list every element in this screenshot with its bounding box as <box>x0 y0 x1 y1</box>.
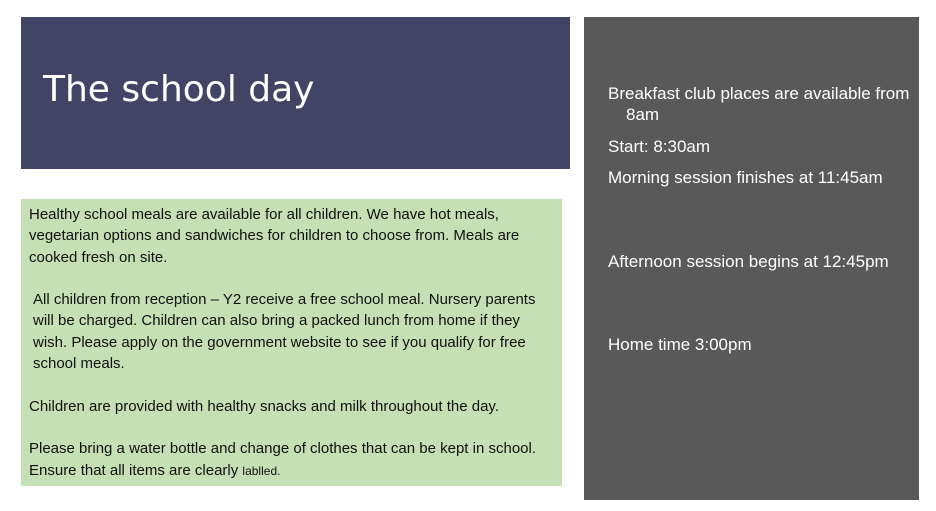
items-paragraph-text: Please bring a water bottle and change of clothes that can be kept in school. Ensure that all items are clearly <box>29 440 536 479</box>
free-meals-paragraph: All children from reception – Y2 receive a free school meal. Nursery parents will be charged. Children can also bring a packed lunch from home if they wish. Please apply on the government website to see if you qualify for free school meals. <box>33 291 536 373</box>
meals-info-panel <box>21 199 562 486</box>
schedule-morning: Morning session finishes at 11:45am <box>608 168 883 187</box>
schedule-afternoon: Afternoon session begins at 12:45pm <box>608 252 889 271</box>
meals-paragraph: Healthy school meals are available for all children. We have hot meals, vegetarian options and sandwiches for children to choose from. Meals are cooked fresh on site. <box>29 206 520 266</box>
snacks-paragraph: Children are provided with healthy snacks and milk throughout the day. <box>29 397 499 415</box>
title-panel <box>21 17 570 169</box>
page-title: The school day <box>43 69 315 110</box>
schedule-breakfast: Breakfast club places are available from 8am <box>608 84 910 124</box>
items-paragraph-small-word: lablled. <box>242 463 281 478</box>
items-paragraph <box>29 438 554 482</box>
schedule-home: Home time 3:00pm <box>608 335 752 354</box>
schedule-panel <box>584 17 919 500</box>
schedule-start: Start: 8:30am <box>608 137 711 156</box>
